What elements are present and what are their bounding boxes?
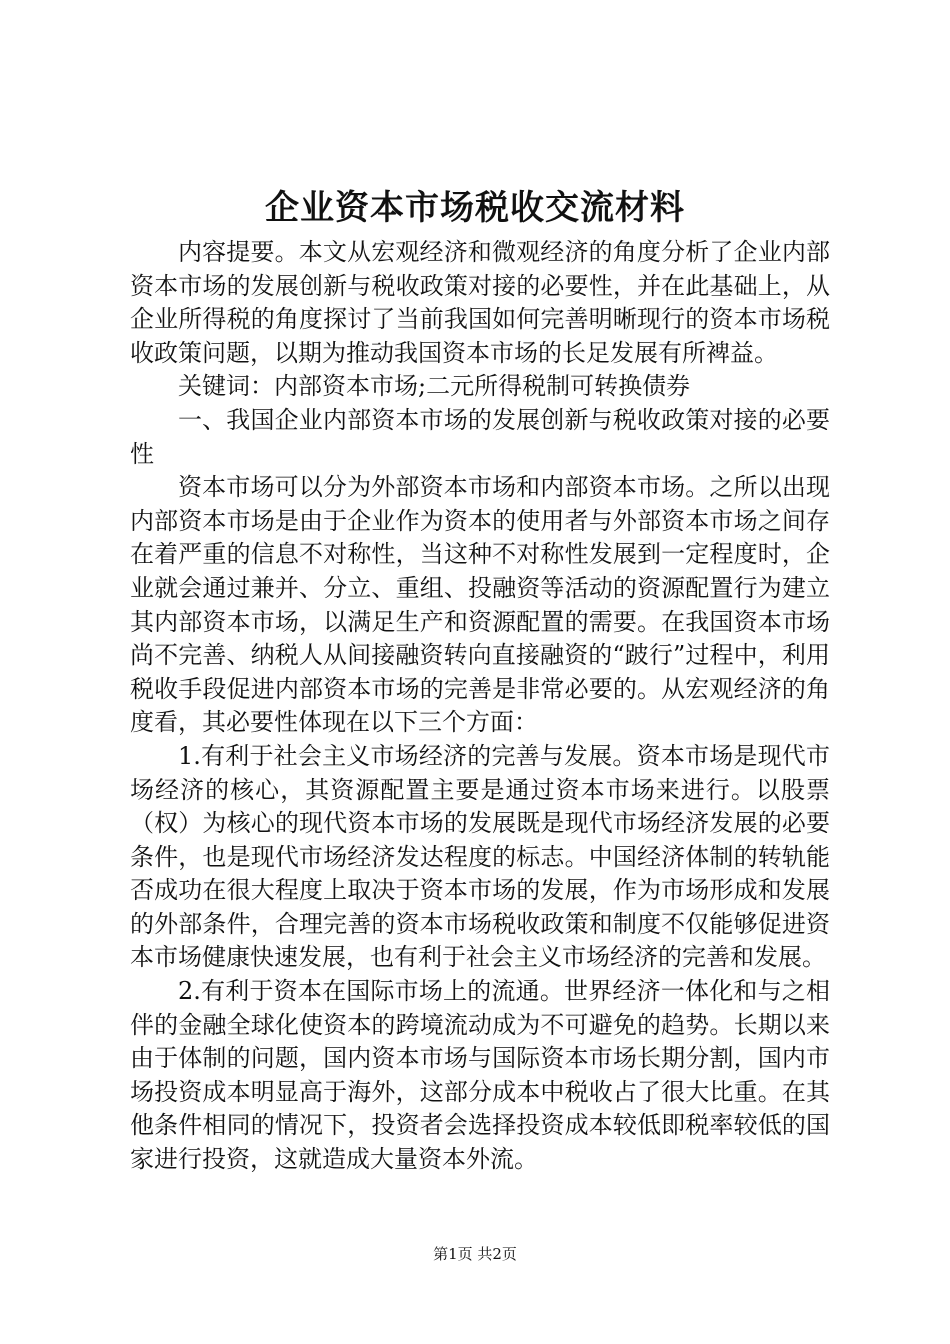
page-footer: 第1页 共2页 — [433, 1245, 517, 1263]
section-heading: 一、我国企业内部资本市场的发展创新与税收政策对接的必要性 — [130, 405, 830, 468]
document-title: 企业资本市场税收交流材料 — [265, 188, 685, 228]
body-paragraph: 1.有利于社会主义市场经济的完善与发展。资本市场是现代市场经济的核心，其资源配置主要是通过资本市场来进行。以股票（权）为核心的现代资本市场的发展既是现代市场经济发展的必要条件，也是现代市场经济发达程度的标志。中国经济体制的转轨能否成功在很大程度上取决于资本市场的发展，作为市场形成和发展的外部条件，合理完善的资本市场税收政策和制度不仅能够促进资本市场健康快速发展，也有利于社会主义市场经济的完善和发展。 — [130, 741, 830, 972]
keywords-paragraph: 关键词：内部资本市场;二元所得税制可转换债券 — [178, 372, 691, 401]
document-body — [130, 236, 830, 1177]
abstract-paragraph: 内容提要。本文从宏观经济和微观经济的角度分析了企业内部资本市场的发展创新与税收政策对接的必要性，并在此基础上，从企业所得税的角度探讨了当前我国如何完善明晰现行的资本市场税收政策问题，以期为推动我国资本市场的长足发展有所裨益。 — [130, 238, 830, 367]
body-paragraph: 2.有利于资本在国际市场上的流通。世界经济一体化和与之相伴的金融全球化使资本的跨境流动成为不可避免的趋势。长期以来由于体制的问题，国内资本市场与国际资本市场长期分割，国内市场投资成本明显高于海外，这部分成本中税收占了很大比重。在其他条件相同的情况下，投资者会选择投资成本较低即税率较低的国家进行投资，这就造成大量资本外流。 — [130, 977, 830, 1174]
body-paragraph: 资本市场可以分为外部资本市场和内部资本市场。之所以出现内部资本市场是由于企业作为资本的使用者与外部资本市场之间存在着严重的信息不对称性，当这种不对称性发展到一定程度时，企业就会通过兼并、分立、重组、投融资等活动的资源配置行为建立其内部资本市场，以满足生产和资源配置的需要。在我国资本市场尚不完善、纳税人从间接融资转向直接融资的“跛行”过程中，利用税收手段促进内部资本市场的完善是非常必要的。从宏观经济的角度看，其必要性体现在以下三个方面： — [130, 473, 830, 737]
